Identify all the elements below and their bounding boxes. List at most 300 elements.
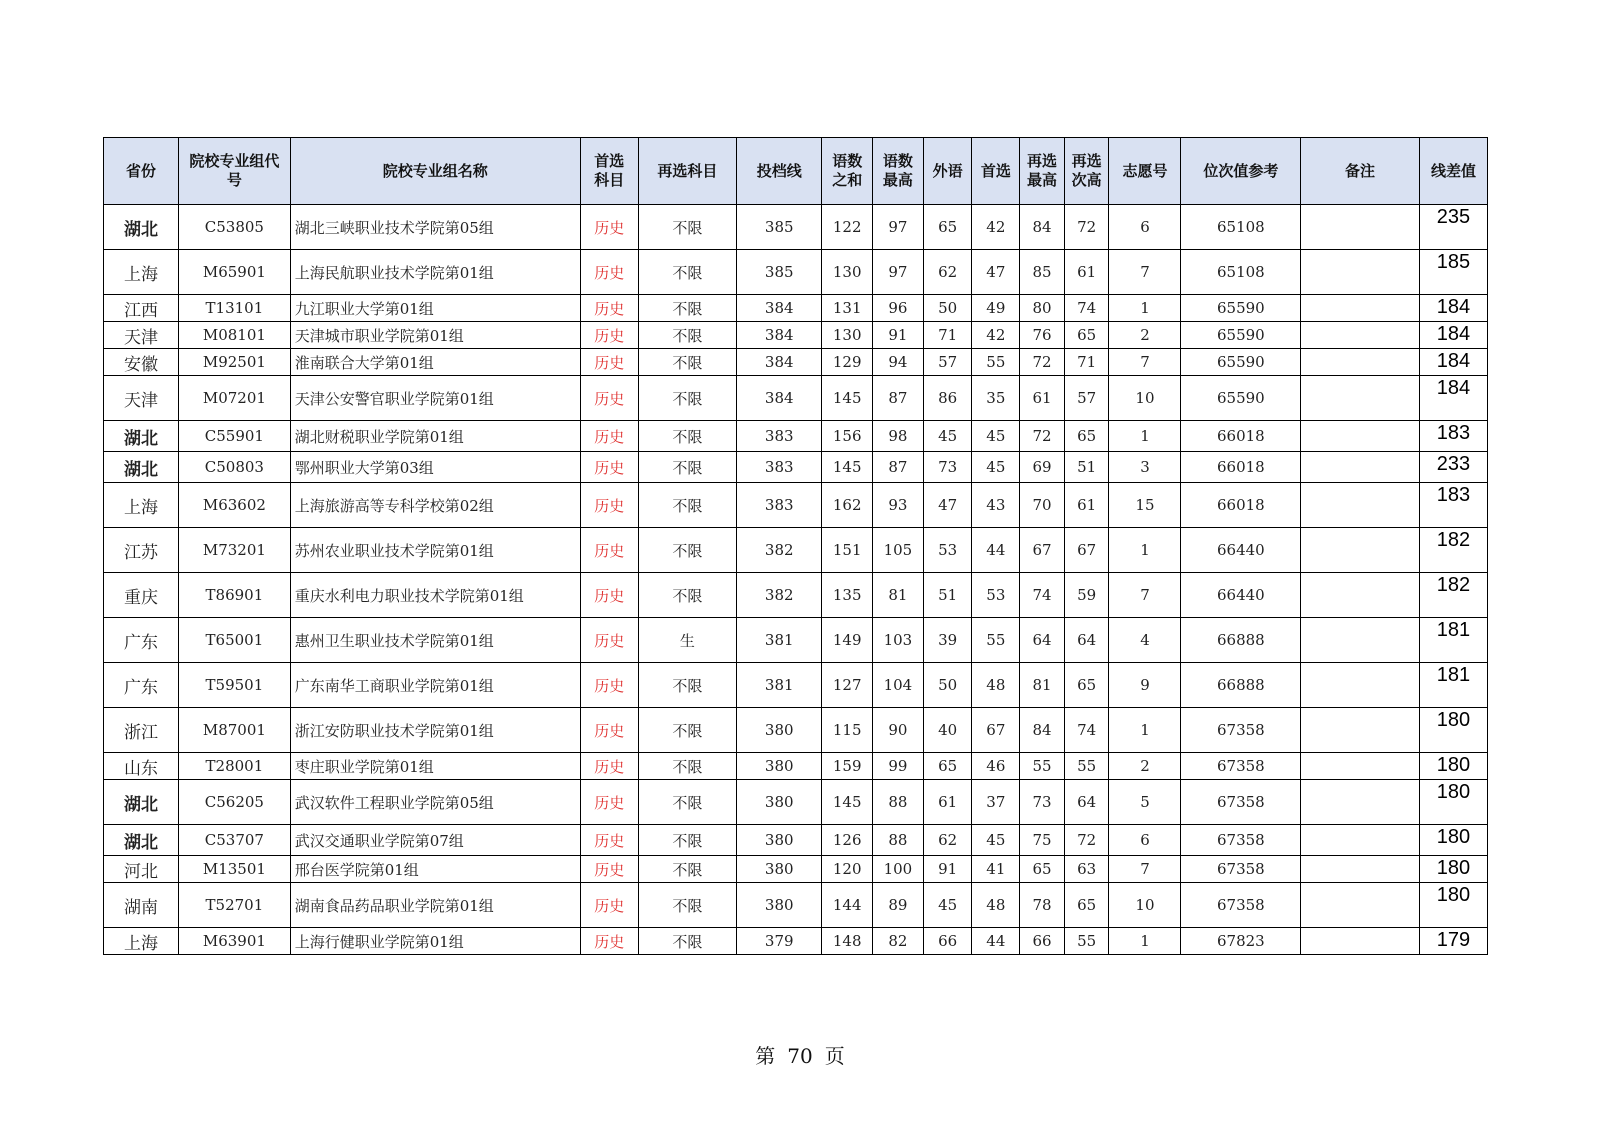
cell-foreign: 61 <box>923 780 972 825</box>
cell-group-code: M08101 <box>179 322 291 349</box>
cell-reselect-second: 72 <box>1064 825 1109 856</box>
cell-foreign: 65 <box>923 753 972 780</box>
cell-yushu-sum: 120 <box>822 856 873 883</box>
cell-first-subject: 历史 <box>580 825 638 856</box>
cell-foreign: 40 <box>923 708 972 753</box>
header-reselect-second: 再选 次高 <box>1064 138 1109 205</box>
cell-reselect-second: 74 <box>1064 295 1109 322</box>
cell-foreign: 39 <box>923 618 972 663</box>
cell-remark <box>1301 322 1420 349</box>
cell-first: 45 <box>972 452 1020 483</box>
cell-cutoff: 380 <box>737 856 822 883</box>
cell-first-subject: 历史 <box>580 205 638 250</box>
cell-cutoff: 385 <box>737 205 822 250</box>
cell-group-name: 苏州农业职业技术学院第01组 <box>290 528 580 573</box>
table-row <box>104 376 1488 421</box>
cell-line-diff: 184 <box>1419 349 1487 376</box>
cell-line-diff: 184 <box>1419 322 1487 349</box>
cell-province: 安徽 <box>104 349 179 376</box>
cell-reselect-max: 69 <box>1020 452 1065 483</box>
cell-first: 55 <box>972 349 1020 376</box>
cell-remark <box>1301 573 1420 618</box>
cell-group-name: 邢台医学院第01组 <box>290 856 580 883</box>
cell-province: 江苏 <box>104 528 179 573</box>
cell-province: 天津 <box>104 322 179 349</box>
cell-reselect-subject: 不限 <box>638 376 736 421</box>
cell-rank-ref: 67358 <box>1181 883 1301 928</box>
table-row <box>104 452 1488 483</box>
cell-line-diff: 183 <box>1419 483 1487 528</box>
cell-reselect-second: 64 <box>1064 780 1109 825</box>
header-yushu-max: 语数 最高 <box>873 138 924 205</box>
cell-cutoff: 382 <box>737 528 822 573</box>
cell-remark <box>1301 421 1420 452</box>
cell-first-subject: 历史 <box>580 708 638 753</box>
cell-choice-no: 15 <box>1109 483 1181 528</box>
cell-foreign: 45 <box>923 421 972 452</box>
cell-foreign: 62 <box>923 825 972 856</box>
cell-province: 广东 <box>104 618 179 663</box>
header-foreign: 外语 <box>923 138 972 205</box>
cell-reselect-subject: 不限 <box>638 708 736 753</box>
cell-province: 湖北 <box>104 205 179 250</box>
header-province: 省份 <box>104 138 179 205</box>
cell-reselect-subject: 不限 <box>638 928 736 955</box>
cell-yushu-max: 88 <box>873 825 924 856</box>
cell-rank-ref: 67358 <box>1181 753 1301 780</box>
cell-reselect-second: 67 <box>1064 528 1109 573</box>
cell-reselect-max: 84 <box>1020 205 1065 250</box>
header-row <box>104 138 1488 205</box>
cell-cutoff: 384 <box>737 295 822 322</box>
cell-first-subject: 历史 <box>580 618 638 663</box>
cell-yushu-max: 97 <box>873 205 924 250</box>
cell-remark <box>1301 295 1420 322</box>
cell-choice-no: 2 <box>1109 322 1181 349</box>
cell-rank-ref: 66888 <box>1181 663 1301 708</box>
cell-reselect-second: 51 <box>1064 452 1109 483</box>
cell-group-name: 广东南华工商职业学院第01组 <box>290 663 580 708</box>
cell-yushu-sum: 151 <box>822 528 873 573</box>
cell-rank-ref: 65108 <box>1181 250 1301 295</box>
cell-first-subject: 历史 <box>580 483 638 528</box>
cell-reselect-max: 61 <box>1020 376 1065 421</box>
cell-yushu-sum: 156 <box>822 421 873 452</box>
cell-province: 湖北 <box>104 780 179 825</box>
cell-line-diff: 184 <box>1419 295 1487 322</box>
cell-yushu-sum: 145 <box>822 376 873 421</box>
cell-choice-no: 4 <box>1109 618 1181 663</box>
cell-province: 浙江 <box>104 708 179 753</box>
cell-group-code: M73201 <box>179 528 291 573</box>
cell-group-name: 九江职业大学第01组 <box>290 295 580 322</box>
cell-yushu-sum: 145 <box>822 452 873 483</box>
cell-line-diff: 180 <box>1419 708 1487 753</box>
cell-foreign: 47 <box>923 483 972 528</box>
header-remark: 备注 <box>1301 138 1420 205</box>
cell-remark <box>1301 349 1420 376</box>
cell-foreign: 45 <box>923 883 972 928</box>
cell-choice-no: 10 <box>1109 376 1181 421</box>
cell-first-subject: 历史 <box>580 322 638 349</box>
cell-group-name: 惠州卫生职业技术学院第01组 <box>290 618 580 663</box>
cell-yushu-sum: 159 <box>822 753 873 780</box>
cell-reselect-max: 81 <box>1020 663 1065 708</box>
cell-line-diff: 180 <box>1419 753 1487 780</box>
page-prefix: 第 <box>755 1044 776 1068</box>
cell-choice-no: 6 <box>1109 205 1181 250</box>
cell-rank-ref: 67823 <box>1181 928 1301 955</box>
cell-rank-ref: 66440 <box>1181 573 1301 618</box>
table-row <box>104 663 1488 708</box>
cell-reselect-second: 55 <box>1064 753 1109 780</box>
cell-choice-no: 2 <box>1109 753 1181 780</box>
cell-choice-no: 3 <box>1109 452 1181 483</box>
cell-first: 41 <box>972 856 1020 883</box>
cell-reselect-subject: 不限 <box>638 250 736 295</box>
cell-province: 天津 <box>104 376 179 421</box>
cell-cutoff: 379 <box>737 928 822 955</box>
table-row <box>104 421 1488 452</box>
table-row <box>104 528 1488 573</box>
cell-line-diff: 235 <box>1419 205 1487 250</box>
cell-choice-no: 9 <box>1109 663 1181 708</box>
cell-first: 46 <box>972 753 1020 780</box>
table-row <box>104 205 1488 250</box>
cell-reselect-subject: 不限 <box>638 295 736 322</box>
cell-group-code: C56205 <box>179 780 291 825</box>
cell-line-diff: 181 <box>1419 618 1487 663</box>
cell-group-name: 武汉软件工程职业学院第05组 <box>290 780 580 825</box>
cell-yushu-max: 98 <box>873 421 924 452</box>
cell-foreign: 73 <box>923 452 972 483</box>
cell-reselect-max: 67 <box>1020 528 1065 573</box>
cell-group-name: 天津公安警官职业学院第01组 <box>290 376 580 421</box>
cell-cutoff: 383 <box>737 452 822 483</box>
cell-reselect-second: 65 <box>1064 883 1109 928</box>
cell-reselect-second: 72 <box>1064 205 1109 250</box>
cell-yushu-sum: 131 <box>822 295 873 322</box>
table-row <box>104 825 1488 856</box>
cell-province: 山东 <box>104 753 179 780</box>
cell-province: 湖北 <box>104 421 179 452</box>
cell-province: 重庆 <box>104 573 179 618</box>
page-number <box>0 1040 1600 1069</box>
cell-reselect-max: 66 <box>1020 928 1065 955</box>
cell-yushu-max: 99 <box>873 753 924 780</box>
cell-remark <box>1301 856 1420 883</box>
cell-first: 48 <box>972 883 1020 928</box>
page-suffix: 页 <box>824 1044 845 1068</box>
cell-first: 53 <box>972 573 1020 618</box>
cell-group-code: T86901 <box>179 573 291 618</box>
cell-reselect-second: 64 <box>1064 618 1109 663</box>
cell-first: 35 <box>972 376 1020 421</box>
cell-reselect-subject: 不限 <box>638 349 736 376</box>
cell-first: 48 <box>972 663 1020 708</box>
header-choice-no: 志愿号 <box>1109 138 1181 205</box>
cell-group-code: M65901 <box>179 250 291 295</box>
cell-reselect-subject: 不限 <box>638 573 736 618</box>
cell-reselect-subject: 不限 <box>638 205 736 250</box>
cell-reselect-max: 72 <box>1020 349 1065 376</box>
cell-group-name: 浙江安防职业技术学院第01组 <box>290 708 580 753</box>
header-reselect-subject: 再选科目 <box>638 138 736 205</box>
cell-line-diff: 183 <box>1419 421 1487 452</box>
cell-rank-ref: 66440 <box>1181 528 1301 573</box>
table-body <box>104 205 1488 955</box>
cell-group-name: 淮南联合大学第01组 <box>290 349 580 376</box>
cell-line-diff: 181 <box>1419 663 1487 708</box>
cell-reselect-subject: 不限 <box>638 663 736 708</box>
cell-reselect-second: 59 <box>1064 573 1109 618</box>
cell-choice-no: 1 <box>1109 708 1181 753</box>
cell-cutoff: 384 <box>737 349 822 376</box>
cell-rank-ref: 65590 <box>1181 322 1301 349</box>
cell-first: 44 <box>972 528 1020 573</box>
cell-reselect-subject: 不限 <box>638 483 736 528</box>
cell-group-code: T28001 <box>179 753 291 780</box>
cell-reselect-second: 61 <box>1064 483 1109 528</box>
cell-yushu-max: 100 <box>873 856 924 883</box>
cell-group-code: T65001 <box>179 618 291 663</box>
cell-cutoff: 385 <box>737 250 822 295</box>
cell-choice-no: 1 <box>1109 928 1181 955</box>
table-row <box>104 295 1488 322</box>
cell-rank-ref: 66888 <box>1181 618 1301 663</box>
cell-first: 44 <box>972 928 1020 955</box>
cell-remark <box>1301 780 1420 825</box>
cell-group-name: 武汉交通职业学院第07组 <box>290 825 580 856</box>
cell-choice-no: 7 <box>1109 250 1181 295</box>
cell-group-code: M63901 <box>179 928 291 955</box>
table-row <box>104 322 1488 349</box>
cell-reselect-second: 61 <box>1064 250 1109 295</box>
cell-group-code: T13101 <box>179 295 291 322</box>
cell-cutoff: 381 <box>737 618 822 663</box>
cell-line-diff: 180 <box>1419 856 1487 883</box>
cell-remark <box>1301 483 1420 528</box>
cell-remark <box>1301 708 1420 753</box>
cell-province: 上海 <box>104 250 179 295</box>
cell-line-diff: 182 <box>1419 573 1487 618</box>
cell-foreign: 50 <box>923 663 972 708</box>
cell-yushu-sum: 126 <box>822 825 873 856</box>
cell-first-subject: 历史 <box>580 376 638 421</box>
cell-group-name: 上海旅游高等专科学校第02组 <box>290 483 580 528</box>
cell-choice-no: 1 <box>1109 421 1181 452</box>
cell-line-diff: 180 <box>1419 883 1487 928</box>
cell-reselect-second: 57 <box>1064 376 1109 421</box>
cell-remark <box>1301 205 1420 250</box>
cell-choice-no: 5 <box>1109 780 1181 825</box>
cell-province: 湖南 <box>104 883 179 928</box>
cell-rank-ref: 65590 <box>1181 295 1301 322</box>
cell-reselect-subject: 不限 <box>638 452 736 483</box>
cell-cutoff: 380 <box>737 780 822 825</box>
cell-rank-ref: 67358 <box>1181 856 1301 883</box>
cell-reselect-second: 71 <box>1064 349 1109 376</box>
cell-cutoff: 382 <box>737 573 822 618</box>
cell-first-subject: 历史 <box>580 928 638 955</box>
header-rank-ref: 位次值参考 <box>1181 138 1301 205</box>
cell-choice-no: 10 <box>1109 883 1181 928</box>
cell-yushu-max: 87 <box>873 452 924 483</box>
cell-remark <box>1301 928 1420 955</box>
cell-reselect-subject: 不限 <box>638 421 736 452</box>
cell-foreign: 57 <box>923 349 972 376</box>
cell-first-subject: 历史 <box>580 250 638 295</box>
cell-reselect-subject: 不限 <box>638 883 736 928</box>
table-row <box>104 349 1488 376</box>
cell-reselect-subject: 不限 <box>638 856 736 883</box>
cell-rank-ref: 65590 <box>1181 376 1301 421</box>
cell-line-diff: 233 <box>1419 452 1487 483</box>
header-yushu-sum: 语数 之和 <box>822 138 873 205</box>
table-row <box>104 883 1488 928</box>
cell-group-name: 湖北财税职业学院第01组 <box>290 421 580 452</box>
cell-reselect-max: 84 <box>1020 708 1065 753</box>
cell-foreign: 50 <box>923 295 972 322</box>
cell-reselect-max: 65 <box>1020 856 1065 883</box>
cell-reselect-second: 74 <box>1064 708 1109 753</box>
cell-foreign: 62 <box>923 250 972 295</box>
cell-reselect-subject: 不限 <box>638 780 736 825</box>
cell-rank-ref: 67358 <box>1181 825 1301 856</box>
cell-first: 67 <box>972 708 1020 753</box>
cell-group-code: C50803 <box>179 452 291 483</box>
cell-remark <box>1301 528 1420 573</box>
cell-first: 42 <box>972 205 1020 250</box>
cell-yushu-max: 104 <box>873 663 924 708</box>
cell-reselect-second: 65 <box>1064 421 1109 452</box>
cell-choice-no: 7 <box>1109 349 1181 376</box>
cell-first: 37 <box>972 780 1020 825</box>
cell-yushu-max: 96 <box>873 295 924 322</box>
cell-first: 45 <box>972 421 1020 452</box>
cell-first-subject: 历史 <box>580 780 638 825</box>
table-row <box>104 708 1488 753</box>
cell-cutoff: 384 <box>737 322 822 349</box>
cell-province: 上海 <box>104 483 179 528</box>
cell-reselect-max: 72 <box>1020 421 1065 452</box>
admission-table <box>103 137 1488 955</box>
cell-group-name: 鄂州职业大学第03组 <box>290 452 580 483</box>
cell-province: 湖北 <box>104 825 179 856</box>
cell-yushu-sum: 115 <box>822 708 873 753</box>
cell-reselect-max: 85 <box>1020 250 1065 295</box>
header-line-diff: 线差值 <box>1419 138 1487 205</box>
cell-first: 42 <box>972 322 1020 349</box>
cell-cutoff: 380 <box>737 825 822 856</box>
cell-remark <box>1301 618 1420 663</box>
cell-reselect-max: 75 <box>1020 825 1065 856</box>
cell-yushu-max: 88 <box>873 780 924 825</box>
header-first-subject: 首选 科目 <box>580 138 638 205</box>
header-cutoff: 投档线 <box>737 138 822 205</box>
cell-reselect-second: 65 <box>1064 322 1109 349</box>
cell-remark <box>1301 376 1420 421</box>
cell-group-name: 枣庄职业学院第01组 <box>290 753 580 780</box>
cell-cutoff: 384 <box>737 376 822 421</box>
cell-first-subject: 历史 <box>580 528 638 573</box>
cell-line-diff: 182 <box>1419 528 1487 573</box>
cell-reselect-second: 63 <box>1064 856 1109 883</box>
cell-first-subject: 历史 <box>580 883 638 928</box>
cell-reselect-max: 78 <box>1020 883 1065 928</box>
cell-group-name: 重庆水利电力职业技术学院第01组 <box>290 573 580 618</box>
cell-reselect-second: 65 <box>1064 663 1109 708</box>
table-row <box>104 780 1488 825</box>
cell-yushu-max: 89 <box>873 883 924 928</box>
table-row <box>104 250 1488 295</box>
header-group-name: 院校专业组名称 <box>290 138 580 205</box>
header-first: 首选 <box>972 138 1020 205</box>
cell-group-code: C53707 <box>179 825 291 856</box>
cell-first-subject: 历史 <box>580 349 638 376</box>
cell-foreign: 71 <box>923 322 972 349</box>
cell-yushu-max: 103 <box>873 618 924 663</box>
cell-reselect-max: 73 <box>1020 780 1065 825</box>
cell-line-diff: 179 <box>1419 928 1487 955</box>
cell-first: 45 <box>972 825 1020 856</box>
cell-group-code: M13501 <box>179 856 291 883</box>
cell-foreign: 86 <box>923 376 972 421</box>
table-row <box>104 573 1488 618</box>
page-num: 70 <box>787 1044 813 1068</box>
header-group-code: 院校专业组代 号 <box>179 138 291 205</box>
header-reselect-max: 再选 最高 <box>1020 138 1065 205</box>
cell-cutoff: 383 <box>737 483 822 528</box>
cell-reselect-max: 74 <box>1020 573 1065 618</box>
cell-rank-ref: 65108 <box>1181 205 1301 250</box>
cell-yushu-sum: 162 <box>822 483 873 528</box>
cell-group-code: M63602 <box>179 483 291 528</box>
cell-cutoff: 383 <box>737 421 822 452</box>
cell-yushu-sum: 144 <box>822 883 873 928</box>
cell-yushu-sum: 127 <box>822 663 873 708</box>
cell-yushu-sum: 130 <box>822 322 873 349</box>
cell-yushu-sum: 149 <box>822 618 873 663</box>
cell-group-code: T59501 <box>179 663 291 708</box>
cell-yushu-sum: 129 <box>822 349 873 376</box>
cell-first: 55 <box>972 618 1020 663</box>
cell-remark <box>1301 883 1420 928</box>
cell-foreign: 65 <box>923 205 972 250</box>
cell-cutoff: 380 <box>737 708 822 753</box>
cell-reselect-subject: 生 <box>638 618 736 663</box>
cell-reselect-subject: 不限 <box>638 825 736 856</box>
cell-first-subject: 历史 <box>580 452 638 483</box>
cell-province: 江西 <box>104 295 179 322</box>
cell-first-subject: 历史 <box>580 663 638 708</box>
cell-remark <box>1301 663 1420 708</box>
cell-province: 湖北 <box>104 452 179 483</box>
cell-cutoff: 380 <box>737 883 822 928</box>
cell-group-code: M92501 <box>179 349 291 376</box>
cell-group-name: 湖北三峡职业技术学院第05组 <box>290 205 580 250</box>
cell-first-subject: 历史 <box>580 573 638 618</box>
cell-foreign: 51 <box>923 573 972 618</box>
cell-yushu-max: 87 <box>873 376 924 421</box>
cell-remark <box>1301 753 1420 780</box>
cell-remark <box>1301 825 1420 856</box>
cell-choice-no: 7 <box>1109 856 1181 883</box>
cell-yushu-sum: 135 <box>822 573 873 618</box>
cell-group-code: C55901 <box>179 421 291 452</box>
cell-yushu-max: 93 <box>873 483 924 528</box>
table-row <box>104 856 1488 883</box>
